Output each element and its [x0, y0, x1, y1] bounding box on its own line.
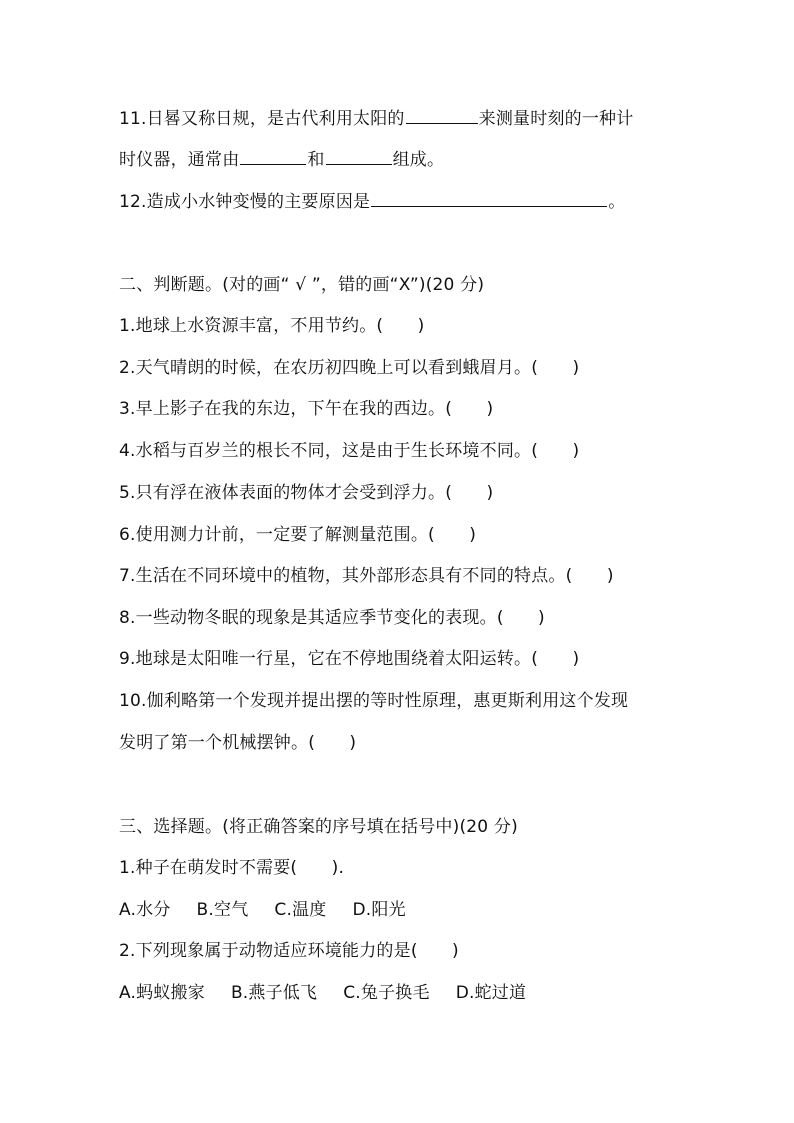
question-11-text-2: 来测量时刻的一种计 — [478, 109, 634, 129]
question-12-line — [119, 189, 625, 214]
answer-blank[interactable] — [240, 147, 306, 165]
choice-option: B.燕子低飞 — [230, 983, 318, 1003]
judge-item: 7.生活在不同环境中的植物，其外部形态具有不同的特点。( ) — [119, 566, 614, 586]
question-11-text-3: 时仪器，通常由 — [119, 150, 240, 170]
choice-question-2-stem: 2.下列现象属于动物适应环境能力的是( ) — [119, 941, 459, 961]
choice-question-2-options — [119, 981, 526, 1005]
answer-blank[interactable] — [326, 147, 392, 165]
question-11-text-1: 11.日晷又称日规，是古代利用太阳的 — [119, 109, 405, 129]
choice-option: A.蚂蚁搬家 — [119, 983, 205, 1003]
choice-question-1-options — [119, 898, 406, 922]
judge-item: 10.伽利略第一个发现并提出摆的等时性原理，惠更斯利用这个发现 — [119, 691, 629, 711]
judge-item-continuation: 发明了第一个机械摆钟。( ) — [119, 733, 357, 753]
section-heading-judge: 二、判断题。(对的画“ √ ”，错的画“X”)(20 分) — [119, 275, 485, 295]
judge-item: 9.地球是太阳唯一行星，它在不停地围绕着太阳运转。( ) — [119, 649, 580, 669]
judge-item: 5.只有浮在液体表面的物体才会受到浮力。( ) — [119, 483, 494, 503]
choice-option: A.水分 — [119, 900, 171, 920]
judge-item: 6.使用测力计前，一定要了解测量范围。( ) — [119, 525, 477, 545]
question-11-line-1 — [119, 106, 633, 131]
choice-option: D.阳光 — [352, 900, 406, 920]
judge-item: 2.天气晴朗的时候，在农历初四晚上可以看到蛾眉月。( ) — [119, 358, 580, 378]
section-heading-choice: 三、选择题。(将正确答案的序号填在括号中)(20 分) — [119, 817, 518, 837]
answer-blank[interactable] — [371, 189, 607, 207]
choice-option: D.蛇过道 — [455, 983, 527, 1003]
judge-item: 1.地球上水资源丰富，不用节约。( ) — [119, 316, 425, 336]
judge-item: 8.一些动物冬眠的现象是其适应季节变化的表现。( ) — [119, 608, 545, 628]
question-11-text-4: 和 — [307, 150, 325, 170]
question-12-text-1: 12.造成小水钟变慢的主要原因是 — [119, 192, 371, 212]
judge-item: 4.水稻与百岁兰的根长不同，这是由于生长环境不同。( ) — [119, 441, 580, 461]
choice-option: C.兔子换毛 — [343, 983, 430, 1003]
answer-blank[interactable] — [406, 106, 478, 124]
question-11-text-5: 组成。 — [392, 150, 445, 170]
judge-item: 3.早上影子在我的东边，下午在我的西边。( ) — [119, 399, 494, 419]
choice-question-1-stem: 1.种子在萌发时不需要( ). — [119, 858, 345, 878]
choice-option: C.温度 — [274, 900, 327, 920]
choice-option: B.空气 — [196, 900, 249, 920]
question-11-line-2 — [119, 147, 444, 172]
question-12-text-2: 。 — [608, 192, 626, 212]
